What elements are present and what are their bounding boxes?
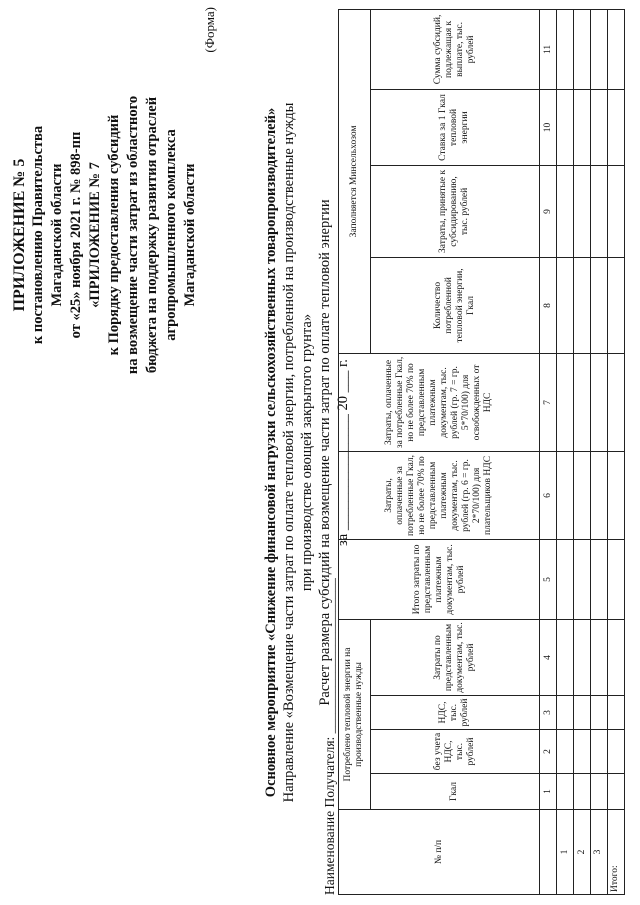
col-number: 11	[540, 9, 557, 89]
header-num: № п/п	[339, 810, 540, 895]
row-number: 3	[591, 810, 608, 895]
col-number: 2	[540, 730, 557, 774]
header-line: на возмещение части затрат из областного	[125, 95, 141, 375]
total-label: Итого:	[607, 810, 624, 895]
direction-line: Направление «Возмещение части затрат по оплате тепловой энергии, потребленной на производственные нужды	[281, 102, 297, 803]
header-col-8: Количество потребленной тепловой энергии, Гкал	[370, 257, 540, 353]
header-line: агропромышленного комплекса	[163, 129, 179, 341]
header-total: Итого затраты по представленным платежным документам, тыс. рублей	[339, 539, 540, 619]
rotated-form	[10, 7, 630, 895]
header-col-9: Затраты, принятые к субсидированию, тыс. рублей	[370, 165, 540, 257]
header-gcal: Гкал	[370, 774, 540, 810]
col-number: 9	[540, 165, 557, 257]
header-col-10: Ставка за 1 Гкал тепловой энергии	[370, 89, 540, 165]
header-vat: НДС, тыс. рублей	[370, 696, 540, 730]
header-line: Магаданской области	[49, 163, 65, 307]
col-number: 6	[540, 451, 557, 539]
period-line: за ________________ 20 ___ г.	[335, 359, 351, 546]
header-line: «ПРИЛОЖЕНИЕ № 7	[87, 162, 103, 308]
header-col-11: Сумма субсидий, подлежащая к выплате, тыс. рублей	[370, 9, 540, 89]
header-line: от «25» ноября 2021 г. № 898-пп	[68, 131, 84, 339]
table-row	[591, 9, 608, 894]
row-number: 1	[557, 810, 574, 895]
header-line: к Порядку предоставления субсидий	[106, 114, 122, 356]
recipient-label: Наименование Получателя: _______________________	[322, 578, 337, 895]
calculation-table	[338, 9, 625, 895]
header-line: к постановлению Правительства	[30, 125, 46, 345]
calculation-title: Расчет размера субсидий на возмещение части затрат по оплате тепловой энергии	[317, 199, 333, 706]
row-number: 2	[574, 810, 591, 895]
table-row	[557, 9, 574, 894]
header-col-6: Затраты, оплаченные за потребленные Гкал, но не более 70% по представленным платежным документам, тыс. рублей (гр. 6 = гр. 2*70/100) для плательщиков НДС	[339, 451, 540, 539]
form-label: (Форма)	[202, 7, 217, 53]
total-row	[607, 9, 624, 894]
header-col-7: Затраты, оплаченные за потребленные Гкал, но не более 70% по представленным платежным документам, тыс. рублей (гр. 7 = гр. 5*70/100) для освобожденных от НДС	[339, 353, 540, 451]
col-number: 7	[540, 353, 557, 451]
appendix-header	[10, 7, 217, 455]
header-no-vat: без учета НДС, тыс. рублей	[370, 730, 540, 774]
header-ministry-group: Заполняется Минсельхозом	[339, 9, 371, 353]
header-costs-docs: Затраты по представленным документам, тыс. рублей	[370, 619, 540, 695]
col-number: 5	[540, 539, 557, 619]
main-activity: Основное мероприятие «Снижение финансовой нагрузки сельскохозяйственных товаропроизводителей»	[263, 107, 279, 798]
col-number: 8	[540, 257, 557, 353]
col-number: 4	[540, 619, 557, 695]
table-row	[574, 9, 591, 894]
direction-line-2: при производстве овощей закрытого грунта»	[299, 313, 315, 592]
header-line: Магаданской области	[182, 163, 198, 307]
header-consumed-group: Потреблено тепловой энергии на производственные нужды	[339, 619, 371, 809]
header-line: бюджета на поддержку развития отраслей	[144, 96, 160, 374]
appendix-title: ПРИЛОЖЕНИЕ № 5	[11, 158, 28, 312]
col-number: 3	[540, 696, 557, 730]
column-numbers-row	[540, 9, 557, 894]
col-number: 1	[540, 774, 557, 810]
col-number: 10	[540, 89, 557, 165]
